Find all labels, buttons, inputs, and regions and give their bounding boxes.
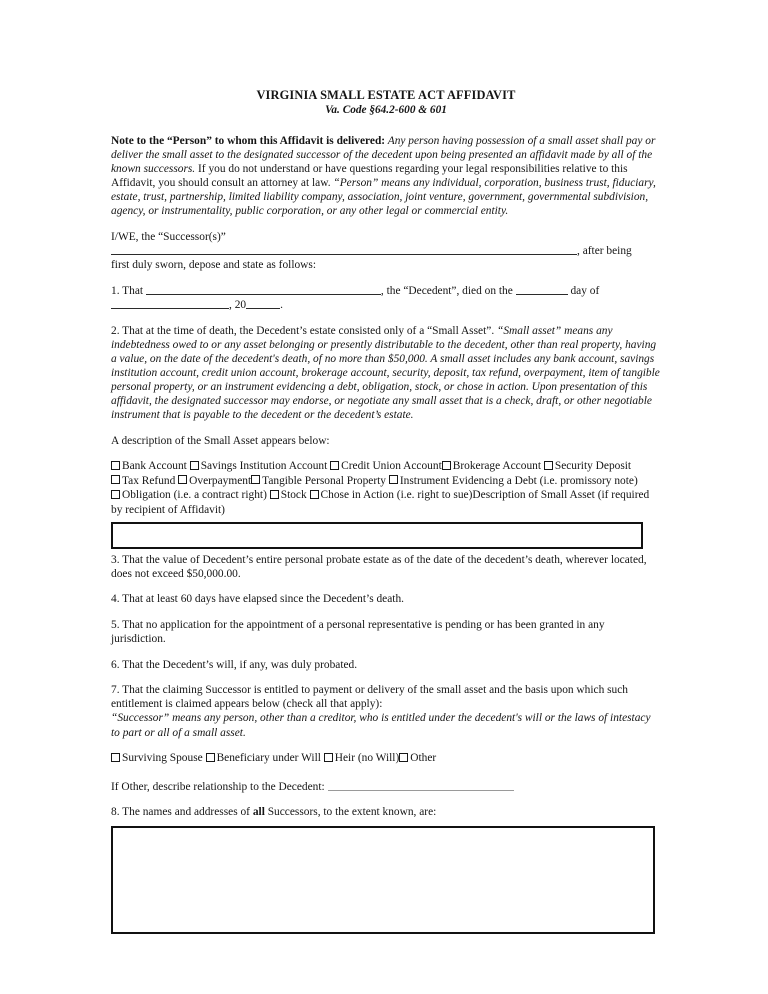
item-1-number: 1. That xyxy=(111,284,146,297)
checkbox-square-icon[interactable] xyxy=(399,753,408,762)
item-8-suffix: Successors, to the extent known, are: xyxy=(264,806,437,819)
death-month-input[interactable] xyxy=(111,299,229,309)
checkbox-bank-account[interactable] xyxy=(111,460,187,472)
item-4-paragraph: 4. That at least 60 days have elapsed since the Decedent’s death. xyxy=(111,593,404,606)
page-subtitle: Va. Code §64.2-600 & 601 xyxy=(325,104,447,116)
item-2-paragraph xyxy=(111,324,661,423)
checkbox-label: Credit Union Account xyxy=(341,460,442,473)
decedent-name-input[interactable] xyxy=(146,285,381,295)
checkbox-square-icon[interactable] xyxy=(330,461,339,470)
item-5-paragraph: 5. That no application for the appointment of a personal representative is pending or has been granted in any jurisdiction. xyxy=(111,618,605,646)
checkbox-label: Tangible Personal Property xyxy=(262,474,386,487)
checkbox-label: Overpayment xyxy=(189,474,252,487)
successors-names-addresses-box[interactable] xyxy=(111,826,655,934)
other-relationship-label: If Other, describe relationship to the Decedent: xyxy=(111,780,325,793)
checkbox-square-icon[interactable] xyxy=(270,490,279,499)
checkbox-square-icon[interactable] xyxy=(178,475,187,484)
death-year-input[interactable] xyxy=(246,299,280,309)
checkbox-surviving-spouse[interactable] xyxy=(111,752,203,764)
delivery-note-lead: Note to the “Person” to whom this Affidavit is delivered: xyxy=(111,135,386,147)
checkbox-label: Bank Account xyxy=(122,460,187,473)
checkbox-square-icon[interactable] xyxy=(190,461,199,470)
successor-name-input[interactable] xyxy=(111,245,577,255)
checkbox-square-icon[interactable] xyxy=(324,753,333,762)
item-1-end: . xyxy=(280,298,283,311)
checkbox-square-icon[interactable] xyxy=(544,461,553,470)
checkbox-label: Brokerage Account xyxy=(452,460,541,473)
page-title: VIRGINIA SMALL ESTATE ACT AFFIDAVIT xyxy=(256,88,516,102)
checkbox-square-icon[interactable] xyxy=(206,753,215,762)
checkbox-tangible-personal-property[interactable] xyxy=(251,475,386,487)
successor-after-being-text: , after being xyxy=(577,245,632,258)
item-3-paragraph: 3. That the value of Decedent’s entire personal probate estate as of the date of the decedent’s death, wherever located, does not exceed $50,000.00. xyxy=(111,553,647,580)
delivery-note-paragraph xyxy=(111,134,661,219)
checkbox-square-icon[interactable] xyxy=(111,475,120,484)
item-6-paragraph: 6. That the Decedent’s will, if any, was duly probated. xyxy=(111,658,358,671)
item-1-paragraph xyxy=(111,284,661,312)
asset-description-intro: A description of the Small Asset appears below: xyxy=(111,434,330,447)
checkbox-security-deposit[interactable] xyxy=(544,460,631,472)
checkbox-obligation[interactable] xyxy=(111,489,267,501)
successor-intro-line: I/WE, the “Successor(s)” xyxy=(111,231,226,244)
other-relationship-input[interactable] xyxy=(328,780,514,790)
checkbox-square-icon[interactable] xyxy=(442,461,451,470)
item-8-paragraph xyxy=(111,805,661,819)
checkbox-label: Surviving Spouse xyxy=(122,752,203,765)
checkbox-label: Heir (no Will) xyxy=(334,752,400,765)
spacer xyxy=(111,766,661,780)
checkbox-square-icon[interactable] xyxy=(111,461,120,470)
checkbox-label: Instrument Evidencing a Debt (i.e. promissory note) xyxy=(399,474,638,487)
item-7-paragraph: 7. That the claiming Successor is entitled to payment or delivery of the small asset and the basis upon which such entitlement is claimed appears below (check all that apply): xyxy=(111,684,629,711)
item-1-year-prefix: , 20 xyxy=(229,298,247,311)
item-2-italic: “Small asset” means any indebtedness owed to or any asset belonging or presently distributable to the decedent, other than real property, having a value, on the date of the decedent's death, of no more than $50,000. A small asset includes any bank account, savings institution account, credit union account, brokerage account, security, deposit, tax refund, overpayment, item of tangible personal property, or an instrument evidencing a debt, obligation, stock, or chose in action. Upon presentation of this affidavit, the designated successor may endorse, or negotiate any small asset that is a check, draft, or other negotiable instrument that is payable to the decedent or the decedent’s estate. xyxy=(111,324,660,422)
checkbox-label: Tax Refund xyxy=(122,474,176,487)
delivery-note-italic-2: “Person” means any individual, corporation, business trust, fiduciary, estate, trust, partnership, limited liability company, association, joint venture, government, governmental subdivision, agency, or instrumentality, public corporation, or any other legal or commercial entity. xyxy=(111,177,656,218)
checkbox-label: Obligation (i.e. a contract right) xyxy=(122,489,267,502)
small-asset-description-box[interactable] xyxy=(111,522,643,549)
successor-name-line xyxy=(111,244,661,258)
document-body xyxy=(111,88,661,934)
checkbox-square-icon[interactable] xyxy=(111,753,120,762)
checkbox-stock[interactable] xyxy=(270,489,307,501)
checkbox-tax-refund[interactable] xyxy=(111,475,175,487)
item-1-mid-text: , the “Decedent”, died on the xyxy=(380,284,516,297)
item-8-prefix: 8. The names and addresses of xyxy=(111,806,253,819)
checkbox-label: Other xyxy=(410,752,437,765)
checkbox-square-icon[interactable] xyxy=(389,475,398,484)
delivery-note-plain-1: If you do not understand or have questions regarding your legal responsibilities relative to this Affidavit, you should consult an attorney at law. xyxy=(111,163,628,190)
checkbox-square-icon[interactable] xyxy=(111,490,120,499)
checkbox-overpayment[interactable] xyxy=(178,475,251,487)
item-8-bold-all: all xyxy=(252,806,265,819)
checkbox-heir-no-will[interactable] xyxy=(324,752,400,764)
checkbox-square-icon[interactable] xyxy=(310,490,319,499)
checkbox-beneficiary-under-will[interactable] xyxy=(206,752,321,764)
item-2-plain: 2. That at the time of death, the Decedent’s estate consisted only of a “Small Asset”. xyxy=(111,324,495,337)
death-day-input[interactable] xyxy=(516,285,568,295)
checkbox-label: Stock xyxy=(280,489,307,502)
checkbox-instrument-evidencing-debt[interactable] xyxy=(389,475,638,487)
checkbox-savings-institution-account[interactable] xyxy=(190,460,328,472)
checkbox-chose-in-action[interactable] xyxy=(310,489,473,501)
checkbox-other[interactable] xyxy=(399,752,436,764)
other-relationship-line xyxy=(111,780,661,794)
sworn-statement-line: first duly sworn, depose and state as follows: xyxy=(111,259,316,272)
delivery-note-italic-1: Any person having possession of a small asset shall pay or deliver the small asset to the designated successor of the decedent upon being presented an affidavit made by all of the known successors. xyxy=(111,135,656,176)
item-1-day-suffix: day of xyxy=(567,284,600,297)
asset-type-checkbox-group xyxy=(111,459,661,517)
checkbox-label: Security Deposit xyxy=(554,460,632,473)
checkbox-square-icon[interactable] xyxy=(251,475,260,484)
checkbox-label: Chose in Action (i.e. right to sue) xyxy=(320,489,473,502)
relationship-checkbox-group xyxy=(111,751,661,766)
checkbox-label: Beneficiary under Will xyxy=(216,752,321,765)
item-7-successor-definition: “Successor” means any person, other than a creditor, who is entitled under the decedent's will or the laws of intestacy to part or all of a small asset. xyxy=(111,712,651,739)
checkbox-credit-union-account[interactable] xyxy=(330,460,442,472)
checkbox-label: Savings Institution Account xyxy=(200,460,328,473)
checkbox-brokerage-account[interactable] xyxy=(442,460,541,472)
asset-box-label: Description of Small Asset (if required by recipient of Affidavit) xyxy=(111,489,650,517)
